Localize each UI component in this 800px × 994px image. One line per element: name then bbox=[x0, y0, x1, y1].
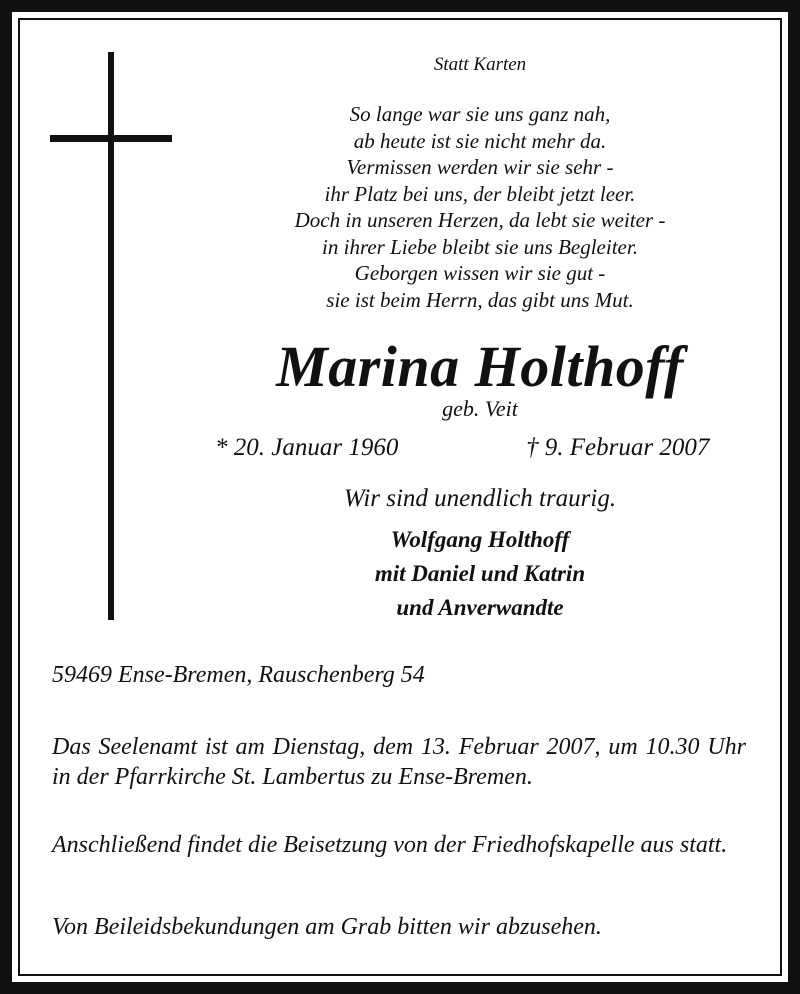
poem-line: ihr Platz bei uns, der bleibt jetzt leer. bbox=[324, 181, 636, 206]
deceased-name: Marina Holthoff bbox=[276, 334, 684, 399]
poem-line: Geborgen wissen wir sie gut - bbox=[354, 261, 606, 285]
memorial-poem bbox=[200, 101, 760, 313]
birth-date: * 20. Januar 1960 bbox=[215, 434, 399, 461]
family-line: Wolfgang Holthoff bbox=[390, 527, 570, 552]
poem-line: in ihrer Liebe bleibt sie uns Begleiter. bbox=[322, 234, 638, 259]
maiden-name: geb. Veit bbox=[442, 396, 518, 421]
notice-heading: Statt Karten bbox=[433, 54, 527, 75]
funeral-mass-paragraph: Das Seelenamt ist am Dienstag, dem 13. Februar 2007, um 10.30 Uhr in der Pfarrkirche St. Lambertus zu Ense-Bremen. bbox=[52, 734, 746, 790]
family-address: 59469 Ense-Bremen, Rauschenberg 54 bbox=[52, 662, 425, 688]
sadness-line: Wir sind unendlich traurig. bbox=[343, 485, 617, 512]
cross-icon-horizontal-bar bbox=[50, 135, 172, 142]
condolence-paragraph: Von Beileidsbekundungen am Grab bitten wir abzusehen. bbox=[52, 914, 602, 940]
poem-line: Doch in unseren Herzen, da lebt sie weiter - bbox=[294, 208, 666, 232]
family-signature bbox=[200, 523, 760, 625]
poem-line: Vermissen werden wir sie sehr - bbox=[346, 155, 614, 179]
death-date: † 9. Februar 2007 bbox=[526, 434, 710, 461]
family-line: und Anverwandte bbox=[396, 595, 564, 620]
poem-line: sie ist beim Herrn, das gibt uns Mut. bbox=[326, 287, 634, 312]
poem-line: So lange war sie uns ganz nah, bbox=[349, 102, 611, 126]
family-line: mit Daniel und Katrin bbox=[374, 561, 586, 586]
poem-line: ab heute ist sie nicht mehr da. bbox=[353, 128, 607, 153]
burial-paragraph: Anschließend findet die Beisetzung von der Friedhofskapelle aus statt. bbox=[52, 832, 728, 858]
